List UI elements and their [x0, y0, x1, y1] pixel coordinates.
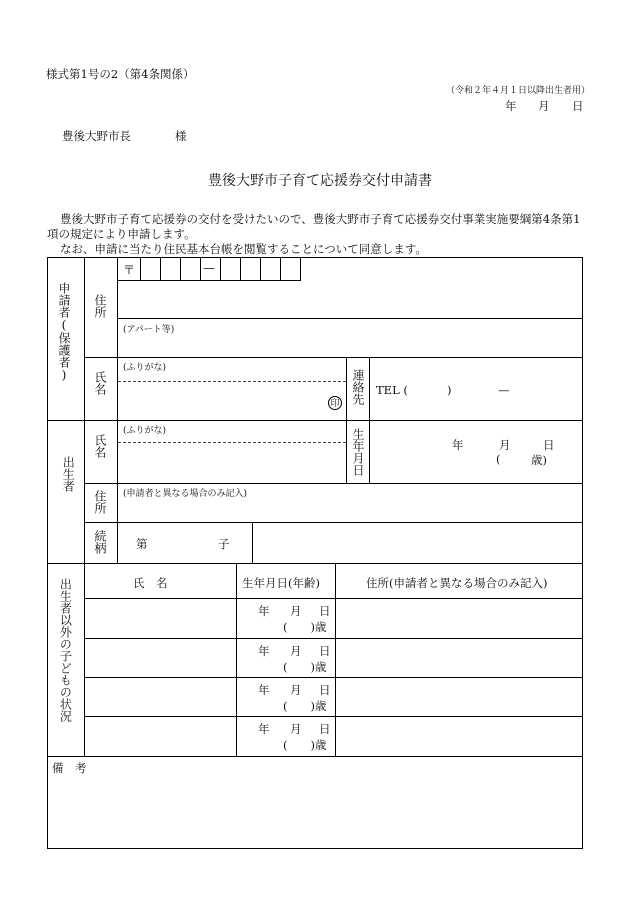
- birth-date-label: 生年月日: [351, 428, 365, 476]
- contact-label: 連絡先: [351, 369, 365, 405]
- others-row-2-age: ( )歳: [283, 660, 327, 674]
- others-row-3-name-input[interactable]: [85, 678, 236, 716]
- date-day: 日: [572, 99, 584, 113]
- others-row-2-month: 月: [290, 644, 302, 658]
- others-remarks-line: [47, 756, 583, 757]
- addressee-title: 豊後大野市長: [62, 129, 131, 143]
- applicant-address-input[interactable]: [118, 281, 583, 318]
- others-row-1-name-input[interactable]: [85, 599, 236, 638]
- others-row-3-month: 月: [290, 683, 302, 697]
- page-title: 豊後大野市子育て応援券交付申請書: [208, 173, 432, 189]
- others-row-2-day: 日: [319, 644, 331, 658]
- age-open: (: [496, 452, 501, 466]
- addressee-honorific: 様: [175, 129, 187, 143]
- others-row-3-address-input[interactable]: [336, 678, 583, 716]
- others-row-4-month: 月: [290, 722, 302, 736]
- others-row-4-name-input[interactable]: [85, 717, 236, 756]
- body-line-2: 項の規定により申請します。: [47, 227, 196, 241]
- date-year: 年: [505, 99, 517, 113]
- others-row-2-name-input[interactable]: [85, 639, 236, 677]
- age-close: 歳): [531, 453, 547, 467]
- child-name-input[interactable]: [118, 443, 346, 483]
- tel-dash: —: [498, 383, 510, 397]
- birth-day: 日: [543, 438, 555, 452]
- others-row-4-day: 日: [319, 722, 331, 736]
- applicant-section-label: 申請者(保護者): [57, 282, 71, 382]
- others-header-name: 氏 名: [133, 576, 168, 590]
- applicant-furigana-label: (ふりがな): [123, 363, 167, 373]
- tel-close: ): [447, 383, 452, 397]
- name-contact-divider: [346, 357, 347, 484]
- applicant-name-input[interactable]: [118, 382, 328, 419]
- tel-input[interactable]: [370, 358, 583, 420]
- remarks-label: 備 考: [52, 761, 87, 775]
- others-row-1-day: 日: [319, 604, 331, 618]
- applicant-address-label: 住所: [93, 294, 107, 318]
- others-header-address: 住所(申請者と異なる場合のみ記入): [366, 576, 548, 590]
- applicability-note: （令和２年４月１日以降出生者用）: [446, 86, 591, 96]
- postal-code-input[interactable]: [141, 258, 300, 280]
- others-row-1-address-input[interactable]: [336, 599, 583, 638]
- others-row-1-month: 月: [290, 604, 302, 618]
- child-others-line: [47, 563, 583, 564]
- birth-year: 年: [452, 438, 464, 452]
- relation-prefix: 第: [136, 537, 148, 551]
- postal-mark: 〒: [123, 263, 136, 277]
- form-number: 様式第1号の2（第4条関係）: [46, 67, 195, 81]
- others-row-2-address-input[interactable]: [336, 639, 583, 677]
- others-section-label: 出生者以外の子どもの状況: [58, 578, 73, 722]
- birth-month: 月: [499, 438, 511, 452]
- apartment-note: (アパート等): [123, 325, 175, 335]
- child-name-label: 氏名: [93, 434, 107, 458]
- child-address-input[interactable]: [118, 484, 583, 522]
- tel-prefix: TEL (: [376, 383, 408, 397]
- remarks-input[interactable]: [48, 777, 582, 848]
- others-row-3-day: 日: [319, 683, 331, 697]
- child-address-note: (申請者と異なる場合のみ記入): [123, 489, 248, 499]
- others-row-4-address-input[interactable]: [336, 717, 583, 756]
- others-row-4-year: 年: [258, 722, 270, 736]
- birth-date-input[interactable]: [370, 421, 583, 483]
- apartment-input[interactable]: [118, 319, 583, 357]
- others-row-3-year: 年: [258, 683, 270, 697]
- seal-mark: 印: [328, 396, 342, 410]
- others-row-3-age: ( )歳: [283, 699, 327, 713]
- others-row-4-age: ( )歳: [283, 738, 327, 752]
- child-section-label: 出生者: [61, 456, 76, 492]
- others-header-birth: 生年月日(年齢): [242, 576, 320, 590]
- child-furigana-label: (ふりがな): [123, 426, 167, 436]
- applicant-name-label: 氏名: [93, 371, 107, 395]
- others-row-2-year: 年: [258, 644, 270, 658]
- date-month: 月: [538, 99, 550, 113]
- relation-suffix: 子: [218, 537, 230, 551]
- child-address-label: 住所: [93, 490, 107, 514]
- body-line-3: なお、申請に当たり住民基本台帳を閲覧することについて同意します。: [60, 242, 427, 256]
- body-line-1: 豊後大野市子育て応援券の交付を受けたいので、豊後大野市子育て応援券交付事業実施要綱第4条第1: [60, 212, 581, 226]
- relation-divider: [252, 522, 253, 563]
- relation-label: 続柄: [93, 530, 107, 554]
- postal-dash: —: [203, 261, 215, 275]
- relation-input[interactable]: [152, 523, 214, 563]
- others-row-1-year: 年: [258, 604, 270, 618]
- others-name-birth-divider: [236, 563, 237, 756]
- others-row-1-age: ( )歳: [283, 620, 327, 634]
